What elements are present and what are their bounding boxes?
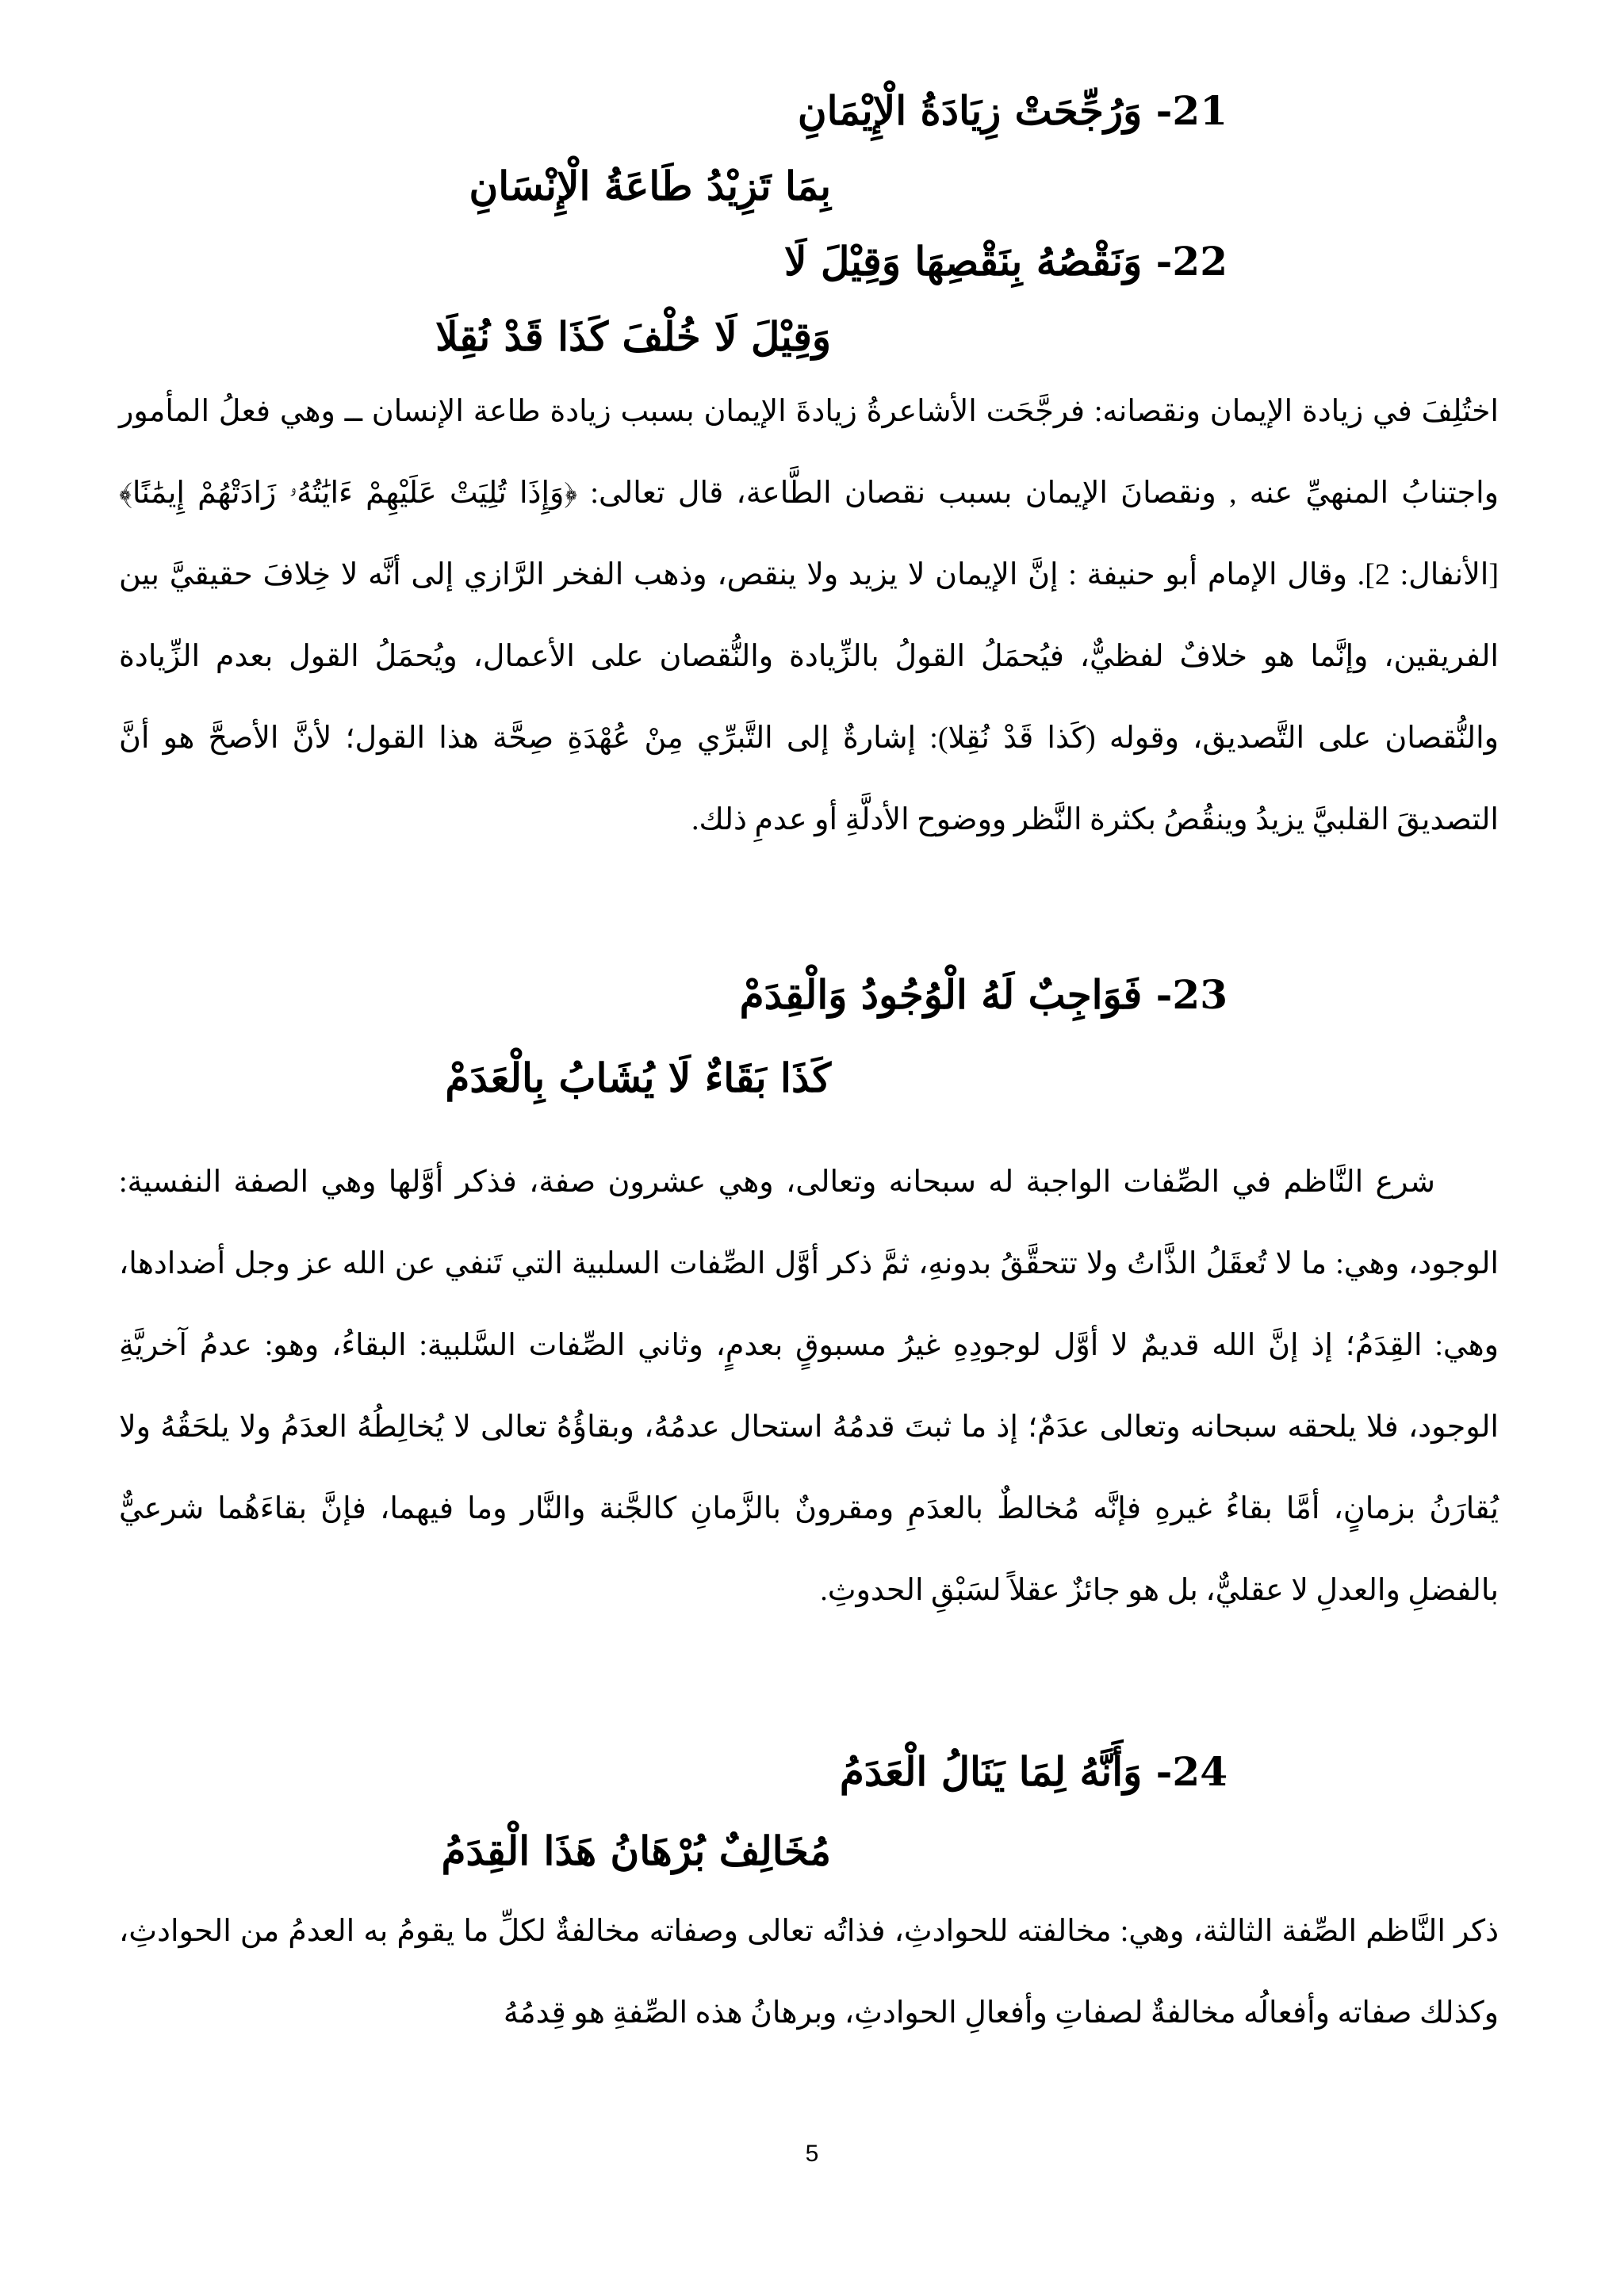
paragraph-text: ذكر النَّاظم الصِّفة الثالثة، وهي: مخالفته للحوادثِ، فذاتُه تعالى وصفاته مخالفةٌ لكلِّ ما يقومُ به العدمُ من الحوادثِ، وكذلك صفاته وأفعالُه مخالفةٌ لصفاتِ وأفعالِ الحوادثِ، وبرهانُ هذه الصِّفةِ هو قِدمُهُ xyxy=(119,1915,1499,2030)
commentary-paragraph-2 xyxy=(119,1142,1499,1632)
verse-23-second-hemistich: كَذَا بَقَاءٌ لَا يُشَابُ بِالْعَدَمْ xyxy=(445,1054,831,1101)
paragraph-text: اختُلِفَ في زيادة الإيمان ونقصانه: فرجَّحَت الأشاعرةُ زيادةَ الإيمان بسبب زيادة طاعة الإنسان ــ وهي فعلُ المأمور واجتنابُ المنهيِّ عنه , ونقصانَ الإيمان بسبب نقصان الطَّاعة، قال تعالى: ﴿وَإِذَا تُلِيَتْ عَلَيْهِمْ ءَايَٰتُهُۥ زَادَتْهُمْ إِيمَٰنًا﴾[الأنفال: 2]. وقال الإمام أبو حنيفة : إنَّ الإيمان لا يزيد ولا ينقص، وذهب الفخر الرَّازي إلى أنَّه لا خِلافَ حقيقيَّ بين الفريقين، وإنَّما هو خلافٌ لفظيٌّ، فيُحمَلُ القولُ بالزِّيادة والنُّقصان على الأعمال، ويُحمَلُ القول بعدم الزِّيادة والنُّقصان على التَّصديق، وقوله (كَذا قَدْ نُقِلا): إشارةٌ إلى التَّبرِّي مِنْ عُهْدَةِ صِحَّة هذا القول؛ لأنَّ الأصحَّ هو أنَّ التصديقَ القلبيَّ يزيدُ وينقُصُ بكثرة النَّظر ووضوح الأدلَّةِ أو عدمِ ذلك. xyxy=(119,395,1499,836)
verse-24-first-hemistich: 24- وَأَنَّهُ لِمَا يَنَالُ الْعَدَمُ xyxy=(839,1748,1228,1795)
verse-22-first-hemistich: 22- وَنَقْصُهُ بِنَقْصِهَا وَقِيْلَ لَا xyxy=(784,238,1228,285)
page-number: 5 xyxy=(805,2141,819,2167)
verse-21-first-hemistich: 21- وَرُجِّحَتْ زِيَادَةُ الْإِيْمَانِ xyxy=(797,87,1228,134)
verse-21-second-hemistich: بِمَا تَزِيْدُ طَاعَةُ الْإِنْسَانِ xyxy=(469,163,831,209)
paragraph-text: شرع النَّاظم في الصِّفات الواجبة له سبحانه وتعالى، وهي عشرون صفة، فذكر أوَّلها وهي الصفة النفسية: الوجود، وهي: ما لا تُعقَلُ الذَّاتُ ولا تتحقَّقُ بدونهِ، ثمَّ ذكر أوَّل الصِّفات السلبية التي تَنفي عن الله عز وجل أضدادها، وهي: القِدَمُ؛ إذ إنَّ الله قديمٌ لا أوَّل لوجودِهِ غيرُ مسبوقٍ بعدمٍ، وثاني الصِّفات السَّلبية: البقاءُ، وهو: عدمُ آخريَّةِ الوجود، فلا يلحقه سبحانه وتعالى عدَمٌ؛ إذ ما ثبتَ قدمُهُ استحال عدمُهُ، وبقاؤُهُ تعالى لا يُخالِطُهُ العدَمُ ولا يلحَقُهُ ولا يُقارَنُ بزمانٍ، أمَّا بقاءُ غيرهِ فإنَّه مُخالطٌ بالعدَمِ ومقرونٌ بالزَّمانِ كالجَّنة والنَّار وما فيهما، فإنَّ بقاءَهُما شرعيٌّ بالفضلِ والعدلِ لا عقليٌّ، بل هو جائزٌ عقلاً لسَبْقِ الحدوثِ. xyxy=(119,1165,1499,1607)
commentary-paragraph-3 xyxy=(119,1891,1499,2054)
commentary-paragraph-1 xyxy=(119,371,1499,861)
verse-22-second-hemistich: وَقِيْلَ لَا خُلْفَ كَذَا قَدْ نُقِلَا xyxy=(435,313,831,360)
verse-23-first-hemistich: 23- فَوَاجِبٌ لَهُ الْوُجُودُ وَالْقِدَمْ xyxy=(739,971,1228,1018)
verse-24-second-hemistich: مُخَالِفٌ بُرْهَانُ هَذَا الْقِدَمُ xyxy=(441,1827,831,1874)
